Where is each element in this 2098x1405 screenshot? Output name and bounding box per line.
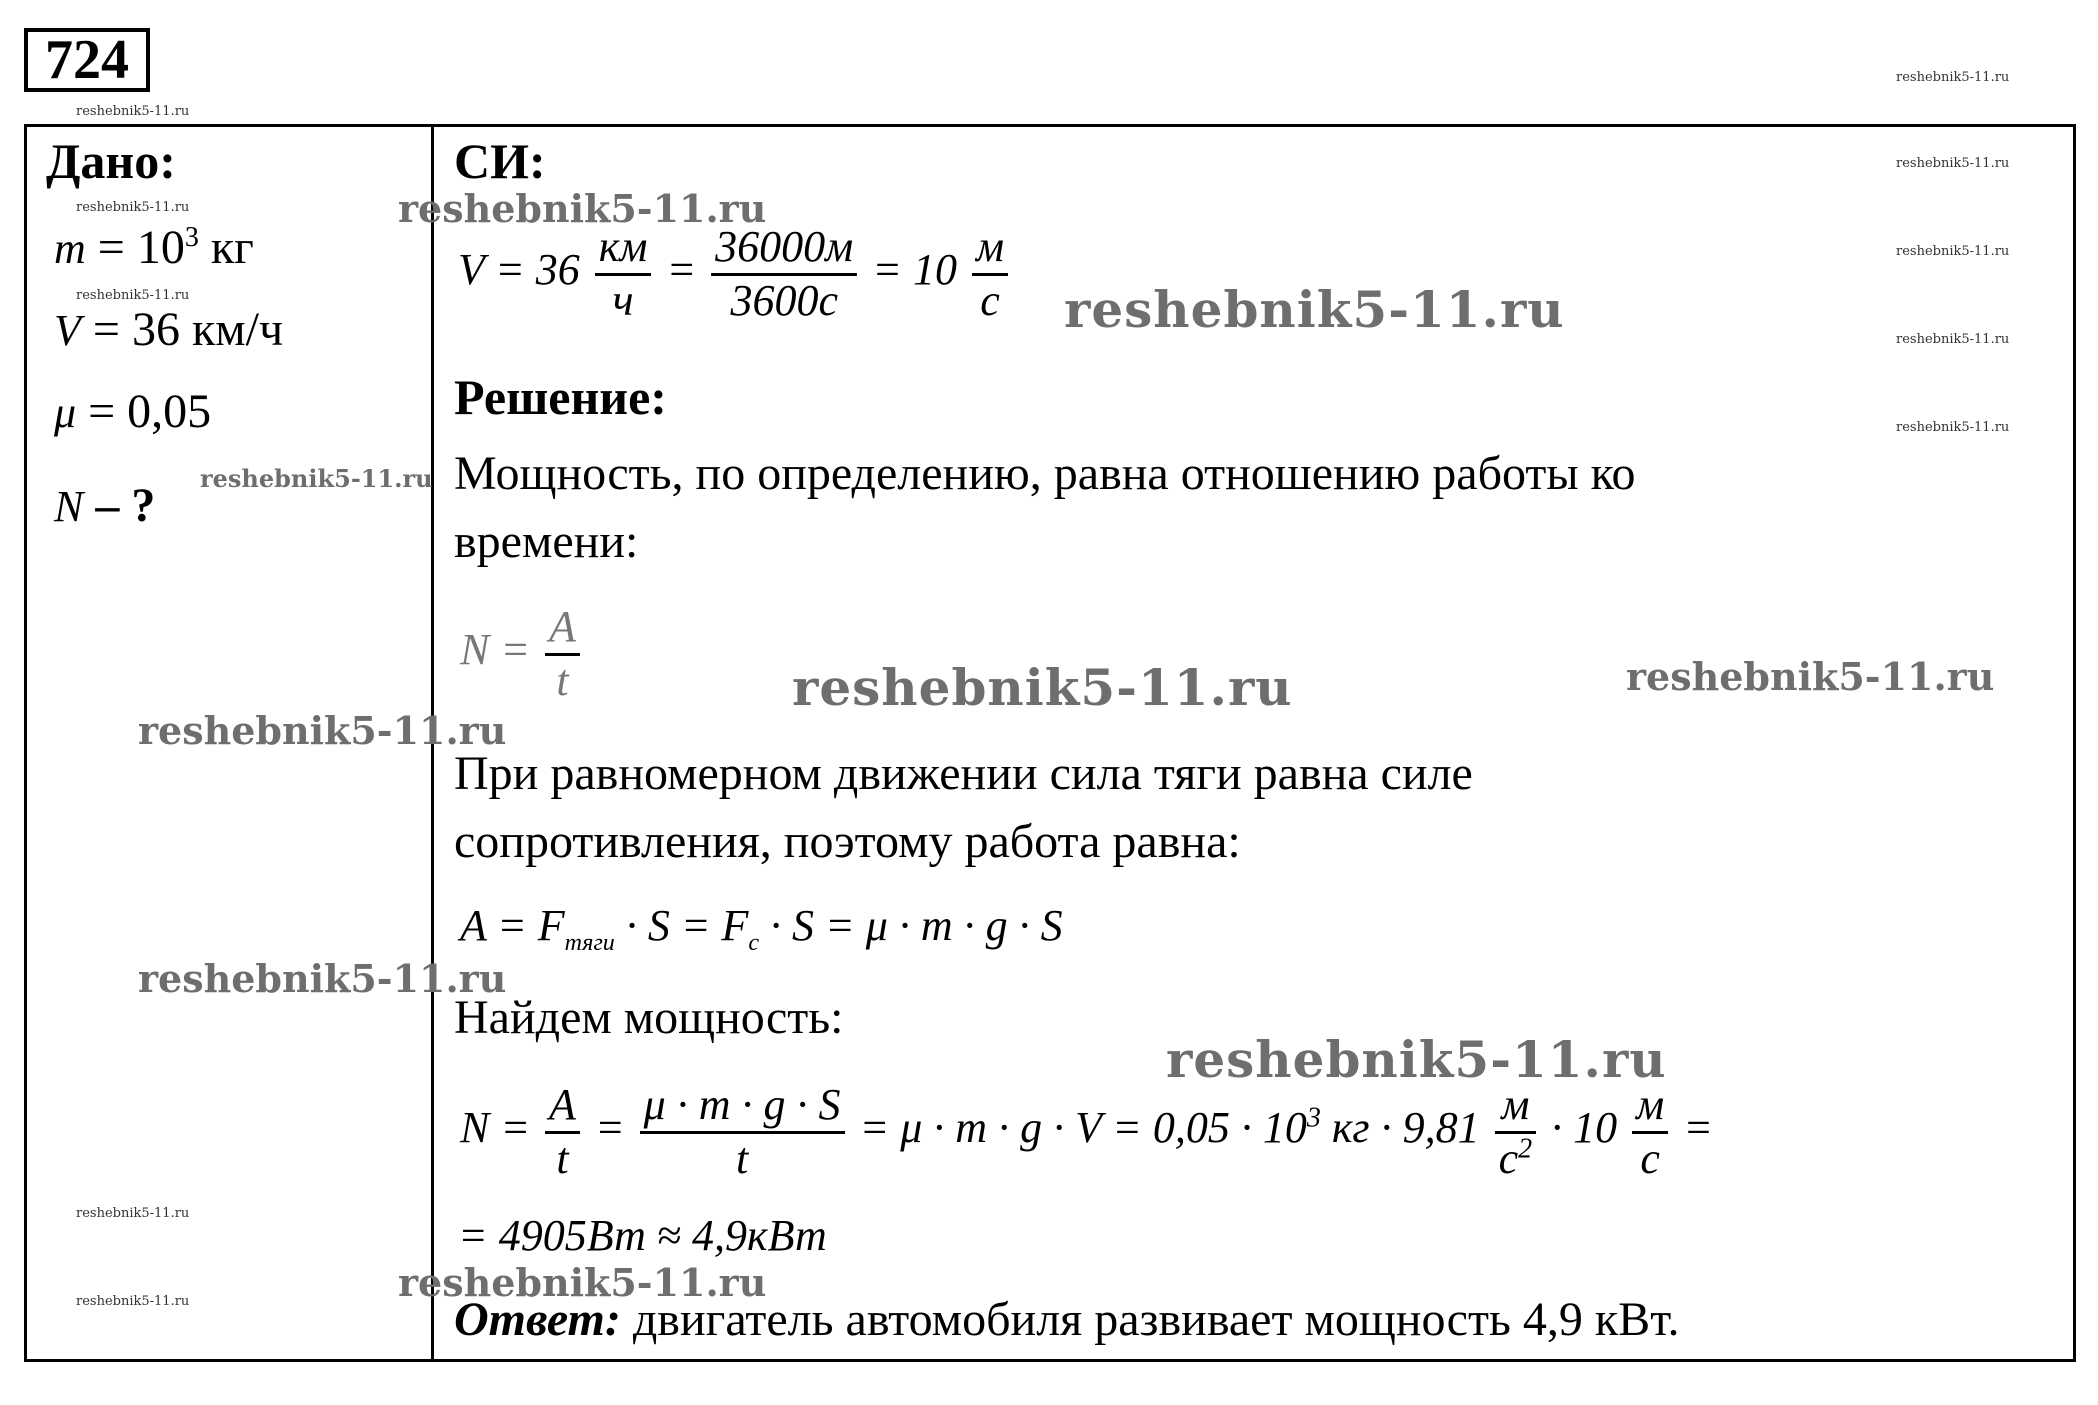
frac-num: м <box>1632 1080 1668 1134</box>
frac-den: t <box>556 655 569 705</box>
given-header: Дано: <box>46 133 176 189</box>
para-find-power: Найдем мощность: <box>454 991 844 1044</box>
frac-den <box>1495 1134 1537 1185</box>
frac-num: A <box>545 602 580 656</box>
si-lhs: V = 36 <box>458 245 580 295</box>
frac-den: с <box>1640 1133 1660 1183</box>
problem-number: 724 <box>24 28 150 92</box>
watermark: reshebnik5-11.ru <box>1166 1030 1667 1089</box>
frac-den: ч <box>612 275 634 325</box>
fraction-unit-ms <box>972 222 1008 326</box>
fraction-meters-per-second <box>711 222 857 326</box>
calc-eq: = <box>594 1103 625 1153</box>
frac-num: м <box>1495 1080 1537 1134</box>
given-mass <box>54 220 254 275</box>
watermark: reshebnik5-11.ru <box>138 956 507 1001</box>
watermark: reshebnik5-11.ru <box>398 1260 767 1305</box>
calc-kg: кг · 9,81 <box>1331 1103 1480 1153</box>
fraction-a-over-t <box>545 602 580 706</box>
watermark: reshebnik5-11.ru <box>398 186 767 231</box>
formula-power-calc <box>460 1080 1713 1184</box>
answer-text: двигатель автомобиля развивает мощность 4,9 кВт. <box>632 1293 1680 1346</box>
formula-power-definition <box>460 602 584 706</box>
si-rhs: = 10 <box>872 245 957 295</box>
frac-den: t <box>735 1133 749 1183</box>
calc-middle: = μ · m · g · V = 0,05 · 10 <box>859 1103 1307 1153</box>
speed-symbol: V <box>54 306 81 355</box>
given-friction <box>54 384 211 439</box>
frac-den: с <box>980 275 1000 325</box>
answer-label: Ответ: <box>454 1293 621 1346</box>
fraction-a-over-t <box>545 1080 580 1184</box>
watermark: reshebnik5-11.ru <box>792 658 1293 717</box>
frac-num: км <box>595 222 652 276</box>
mass-value: = 10 <box>97 221 185 274</box>
frac-num: μ · m · g · S <box>640 1080 845 1134</box>
para-uniform-1: При равномерном движении сила тяги равна силе <box>454 747 1473 800</box>
frac-num: 36000м <box>711 222 857 276</box>
given-speed <box>54 302 283 357</box>
watermark: reshebnik5-11.ru <box>1896 420 2010 435</box>
calc-exponent: 3 <box>1306 1102 1321 1134</box>
watermark: reshebnik5-11.ru <box>76 104 190 119</box>
watermark: reshebnik5-11.ru <box>1896 332 2010 347</box>
frac-num: м <box>972 222 1008 276</box>
watermark: reshebnik5-11.ru <box>76 200 190 215</box>
watermark: reshebnik5-11.ru <box>76 1294 190 1309</box>
si-eq: = <box>666 245 697 295</box>
work-part-c: · S = μ · m · g · S <box>770 901 1063 950</box>
formula-result: = 4905Вт ≈ 4,9кВт <box>458 1211 827 1260</box>
watermark: reshebnik5-11.ru <box>1896 70 2010 85</box>
given-unknown <box>54 478 155 533</box>
formula-lhs: N = <box>460 625 531 675</box>
frac-den: 3600с <box>730 275 838 325</box>
friction-symbol: μ <box>54 388 77 437</box>
calc-ten: · 10 <box>1551 1103 1618 1153</box>
fraction-acceleration-unit <box>1495 1080 1537 1184</box>
frac-den-base: с <box>1498 1133 1519 1183</box>
work-sub-resistance: с <box>748 929 760 956</box>
work-part-a: A = F <box>460 901 565 950</box>
frac-num: A <box>545 1080 580 1134</box>
para-definition-2: времени: <box>454 515 639 568</box>
solution-header: Решение: <box>454 369 667 425</box>
watermark: reshebnik5-11.ru <box>76 1206 190 1221</box>
work-sub-traction: тяги <box>564 929 615 956</box>
watermark: reshebnik5-11.ru <box>138 708 507 753</box>
mass-unit: кг <box>210 221 254 274</box>
formula-work <box>460 900 1063 956</box>
friction-value: = 0,05 <box>88 385 212 438</box>
work-part-b: · S = F <box>625 901 749 950</box>
mass-symbol: m <box>54 224 86 273</box>
speed-value: = 36 км/ч <box>92 303 284 356</box>
calc-lhs: N = <box>460 1103 531 1153</box>
si-conversion <box>458 222 1012 326</box>
para-uniform-2: сопротивления, поэтому работа равна: <box>454 815 1241 868</box>
fraction-km-per-h <box>595 222 652 326</box>
watermark: reshebnik5-11.ru <box>200 464 433 493</box>
fraction-work-over-time <box>640 1080 845 1184</box>
watermark: reshebnik5-11.ru <box>1626 654 1995 699</box>
power-symbol: N <box>54 482 84 531</box>
mass-exponent: 3 <box>184 222 199 253</box>
frac-den-exp: 2 <box>1518 1132 1533 1164</box>
watermark: reshebnik5-11.ru <box>1064 280 1565 339</box>
fraction-speed-unit <box>1632 1080 1668 1184</box>
watermark: reshebnik5-11.ru <box>76 288 190 303</box>
unknown-marker: – ? <box>95 479 156 532</box>
frac-den: t <box>556 1133 569 1183</box>
watermark: reshebnik5-11.ru <box>1896 156 2010 171</box>
watermark: reshebnik5-11.ru <box>1896 244 2010 259</box>
calc-end: = <box>1683 1103 1713 1153</box>
para-definition-1: Мощность, по определению, равна отношению работы ко <box>454 447 1636 500</box>
si-header: СИ: <box>454 133 546 189</box>
